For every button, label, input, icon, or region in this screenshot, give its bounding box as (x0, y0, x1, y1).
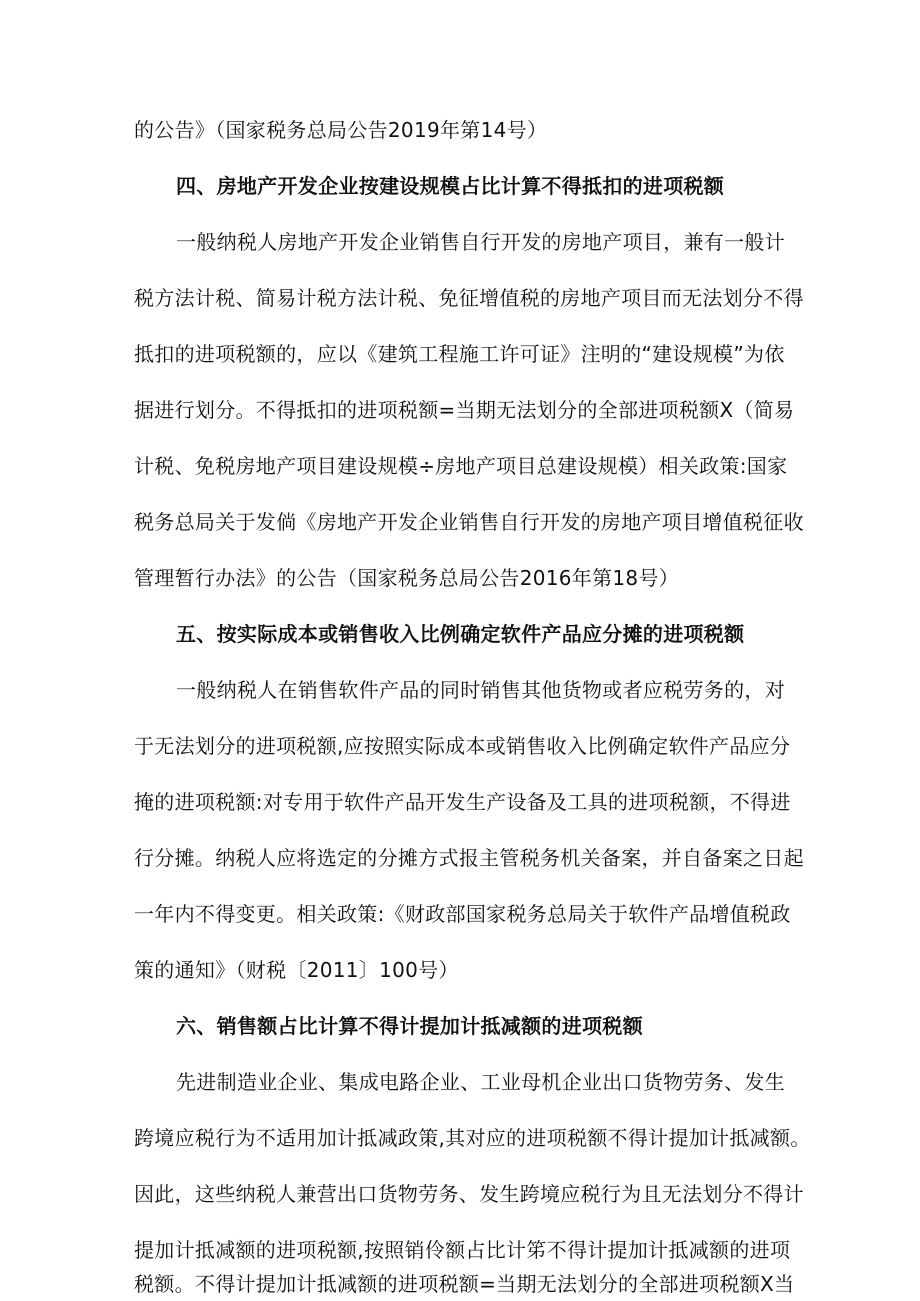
text-line-4: 税方法计税、简易计税方法计税、免征增值税的房地产项目而无法划分不得 (134, 286, 804, 310)
section-heading-6: 六、销售额占比计算不得计提加计抵减额的进项税额 (176, 1014, 643, 1038)
text-line-11: 一般纳税人在销售软件产品的同时销售其他货物或者应税劳务的，对 (176, 678, 785, 702)
text-line-22: 税额。不得计提加计抵减额的进项税额=当期无法划分的全部进项税额X当 (134, 1272, 795, 1296)
text-line-21: 提加计抵减额的进项税额,按照销伶额占比计笫不得计提加计抵减额的进项 (134, 1238, 791, 1262)
text-line-8: 税务总局关于发倘《房地产开发企业销售自行开发的房地产项目增值税征收 (134, 510, 804, 534)
text-line-5: 抵扣的进项税额的，应以《建筑工程施工许可证》注明的“建设规模”为依 (134, 342, 785, 366)
text-line-14: 行分摊。纳税人应将选定的分摊方式报主管税务机关备案，并自备案之日起 (134, 846, 804, 870)
text-line-9: 管理暂行办法》的公告（国家税务总局公告2016年第18号） (134, 566, 680, 590)
text-line-3: 一般纳税人房地产开发企业销售自行开发的房地产项目，兼有一般计 (176, 230, 785, 254)
section-heading-4: 四、房地产开发企业按建设规模占比计算不得抵扣的进项税额 (176, 174, 725, 198)
section-heading-5: 五、按实际成本或销售收入比例确定软件产品应分摊的进项税额 (176, 622, 745, 646)
text-line-12: 于无法划分的进项税额,应按照实际成本或销售收入比例确定软件产品应分 (134, 734, 791, 758)
text-line-6: 据进行划分。不得抵扣的进项税额=当期无法划分的全部进项税额X（简易 (134, 398, 795, 422)
text-line-18: 先进制造业企业、集成电路企业、工业母机企业出口货物劳务、发生 (176, 1070, 785, 1094)
text-line-7: 计税、免税房地产项目建设规模÷房地产项目总建设规模）相关政策:国家 (134, 454, 788, 478)
text-line-16: 策的通知》（财税〔2011〕100号） (134, 958, 459, 982)
text-line-20: 因此，这些纳税人兼营出口货物劳务、发生跨境应税行为且无法划分不得计 (134, 1182, 804, 1206)
text-line-13: 掩的进项税额:对专用于软件产品开发生产设备及工具的进项税额，不得进 (134, 790, 791, 814)
text-line-15: 一年内不得变更。相关政策:《财政部国家税务总局关于软件产品增值税政 (134, 902, 791, 926)
text-line-1: 的公告》（国家税务总局公告2019年第14号） (134, 118, 548, 142)
text-line-19: 跨境应税行为不适用加计抵减政策,其对应的进项税额不得计提加计抵减额。 (134, 1126, 811, 1150)
